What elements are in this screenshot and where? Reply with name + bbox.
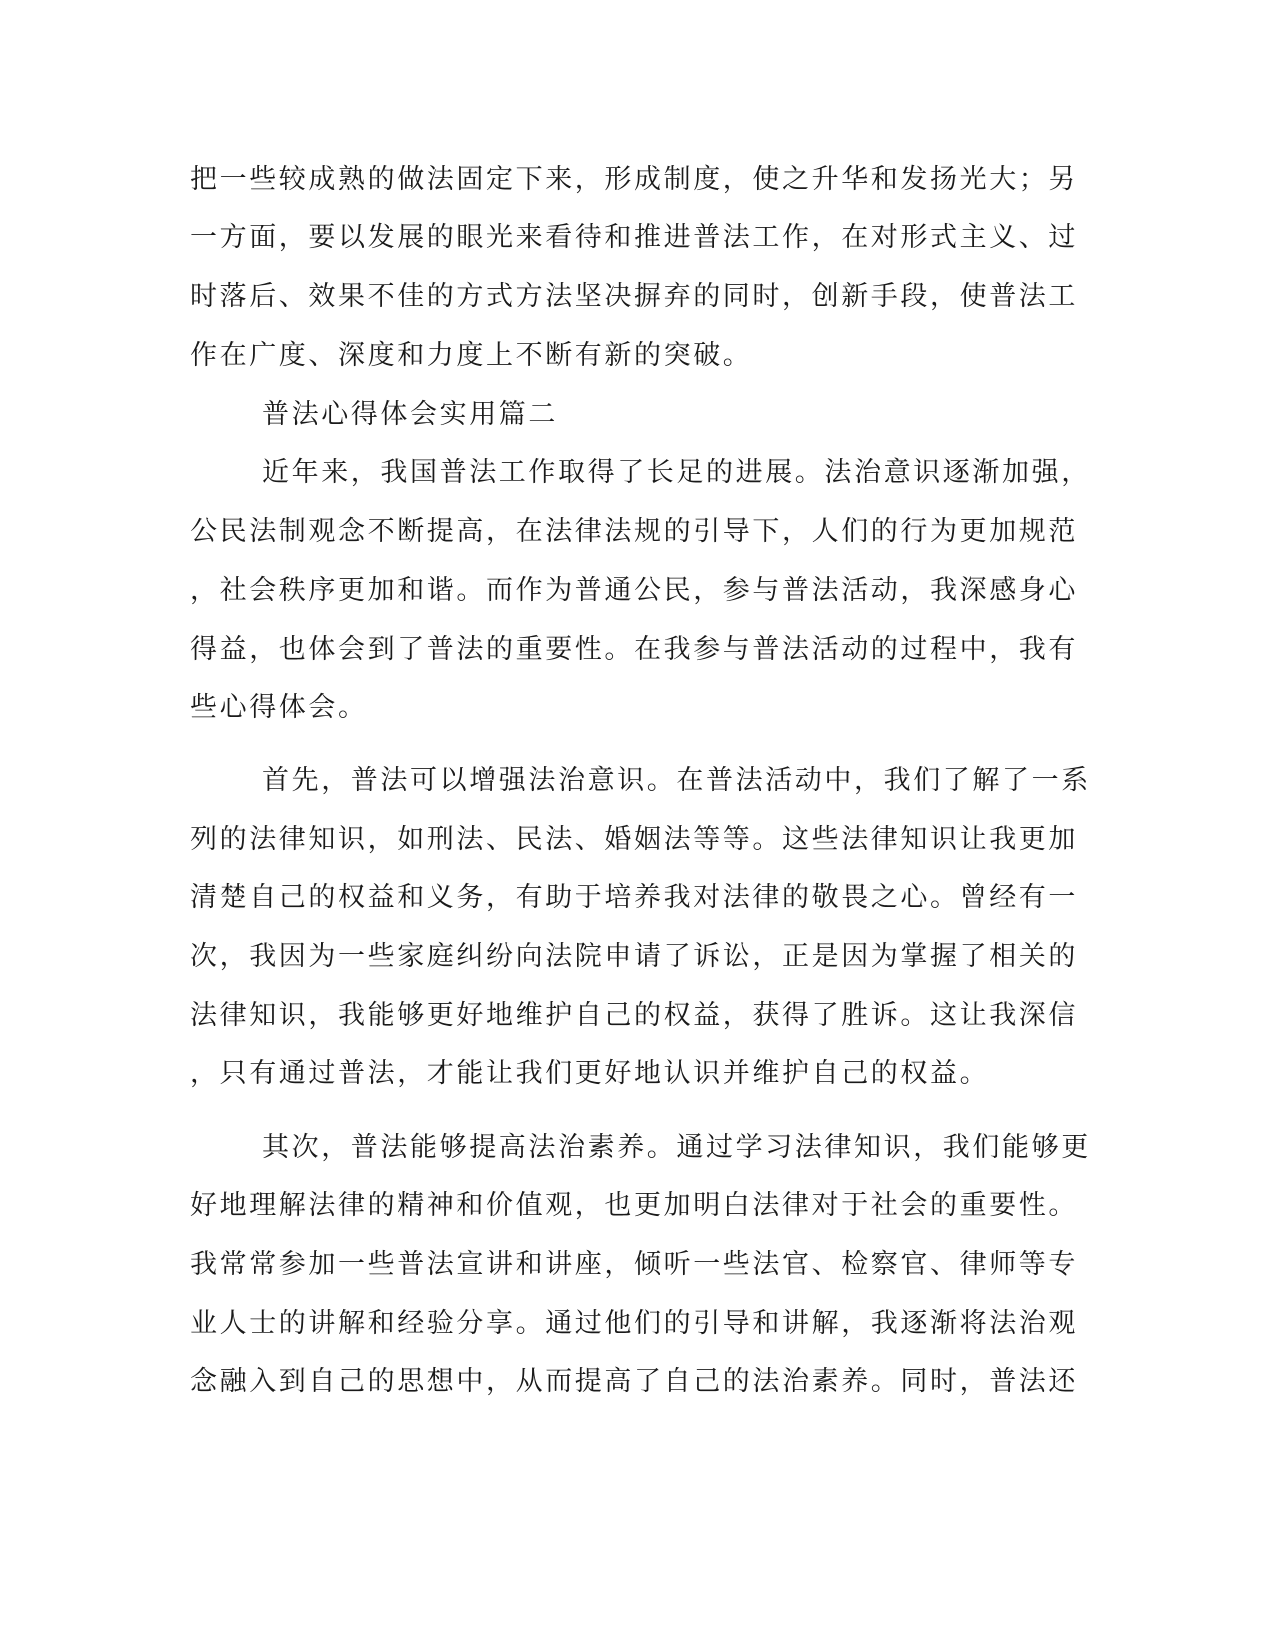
text-line: 作在广度、深度和力度上不断有新的突破。 (190, 340, 753, 371)
text-line: 近年来，我国普法工作取得了长足的进展。法治意识逐渐加强， (262, 457, 1091, 488)
text-line: 我常常参加一些普法宣讲和讲座，倾听一些法官、检察官、律师等专 (190, 1249, 1078, 1280)
text-line: 次，我因为一些家庭纠纷向法院申请了诉讼，正是因为掌握了相关的 (190, 941, 1078, 972)
text-line: 其次，普法能够提高法治素养。通过学习法律知识，我们能够更 (262, 1132, 1091, 1163)
text-line: 得益，也体会到了普法的重要性。在我参与普法活动的过程中，我有 (190, 634, 1078, 665)
text-line: 首先，普法可以增强法治意识。在普法活动中，我们了解了一系 (262, 765, 1091, 796)
text-line: 念融入到自己的思想中，从而提高了自己的法治素养。同时，普法还 (190, 1366, 1078, 1397)
text-line: 业人士的讲解和经验分享。通过他们的引导和讲解，我逐渐将法治观 (190, 1308, 1078, 1339)
text-line: 一方面，要以发展的眼光来看待和推进普法工作，在对形式主义、过 (190, 222, 1078, 253)
text-line: ，只有通过普法，才能让我们更好地认识并维护自己的权益。 (190, 1058, 990, 1089)
text-line: 些心得体会。 (190, 692, 368, 723)
text-line: 法律知识，我能够更好地维护自己的权益，获得了胜诉。这让我深信 (190, 1000, 1078, 1031)
text-line: 清楚自己的权益和义务，有助于培养我对法律的敬畏之心。曾经有一 (190, 882, 1078, 913)
section-heading: 普法心得体会实用篇二 (262, 399, 558, 430)
text-line: 时落后、效果不佳的方式方法坚决摒弃的同时，创新手段，使普法工 (190, 281, 1078, 312)
text-line: 列的法律知识，如刑法、民法、婚姻法等等。这些法律知识让我更加 (190, 824, 1078, 855)
text-line: 公民法制观念不断提高，在法律法规的引导下，人们的行为更加规范 (190, 516, 1078, 547)
text-line: 把一些较成熟的做法固定下来，形成制度，使之升华和发扬光大；另 (190, 164, 1078, 195)
text-line: ，社会秩序更加和谐。而作为普通公民，参与普法活动，我深感身心 (190, 575, 1078, 606)
text-line: 好地理解法律的精神和价值观，也更加明白法律对于社会的重要性。 (190, 1190, 1078, 1221)
